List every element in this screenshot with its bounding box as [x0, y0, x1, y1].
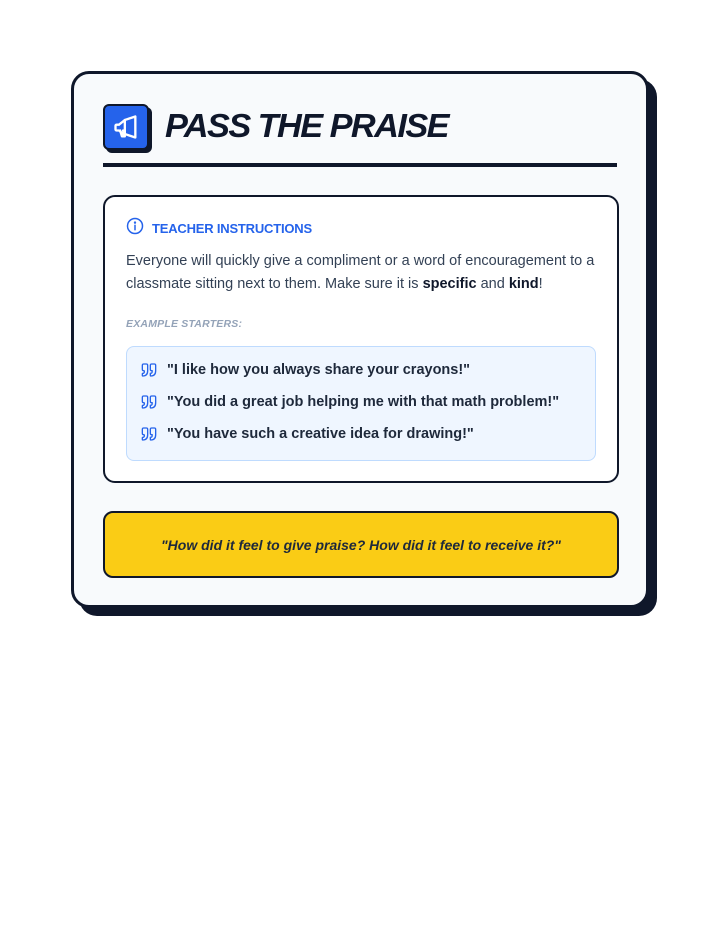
- instructions-heading: [126, 217, 312, 240]
- reflection-question: "How did it feel to give praise? How did it feel to receive it?": [161, 536, 561, 553]
- megaphone-icon: [103, 104, 149, 150]
- list-item: [141, 426, 474, 442]
- starters-label: EXAMPLE STARTERS:: [126, 318, 243, 330]
- starter-text: "I like how you always share your crayons!": [167, 362, 471, 378]
- emphasis-specific: specific: [422, 276, 477, 292]
- page-title: PASS THE PRAISE: [165, 107, 449, 144]
- info-icon: [126, 217, 144, 240]
- card-header: [103, 103, 617, 167]
- starter-text: "You have such a creative idea for drawing!": [167, 426, 474, 442]
- reflection-banner: [103, 511, 619, 578]
- instructions-heading-label: TEACHER INSTRUCTIONS: [152, 221, 312, 236]
- starters-list: [126, 346, 596, 461]
- activity-card: [71, 71, 649, 608]
- instructions-text: Everyone will quickly give a compliment or a word of encouragement to a classmate sitting next to them. Make sure it is specific and kind!: [126, 253, 595, 292]
- teacher-instructions-panel: [103, 195, 619, 483]
- emphasis-kind: kind: [508, 276, 539, 292]
- list-item: [141, 362, 470, 378]
- list-item: [141, 394, 559, 410]
- quote-icon: [141, 426, 157, 442]
- quote-icon: [141, 394, 157, 410]
- starter-text: "You did a great job helping me with that math problem!": [167, 394, 560, 410]
- quote-icon: [141, 362, 157, 378]
